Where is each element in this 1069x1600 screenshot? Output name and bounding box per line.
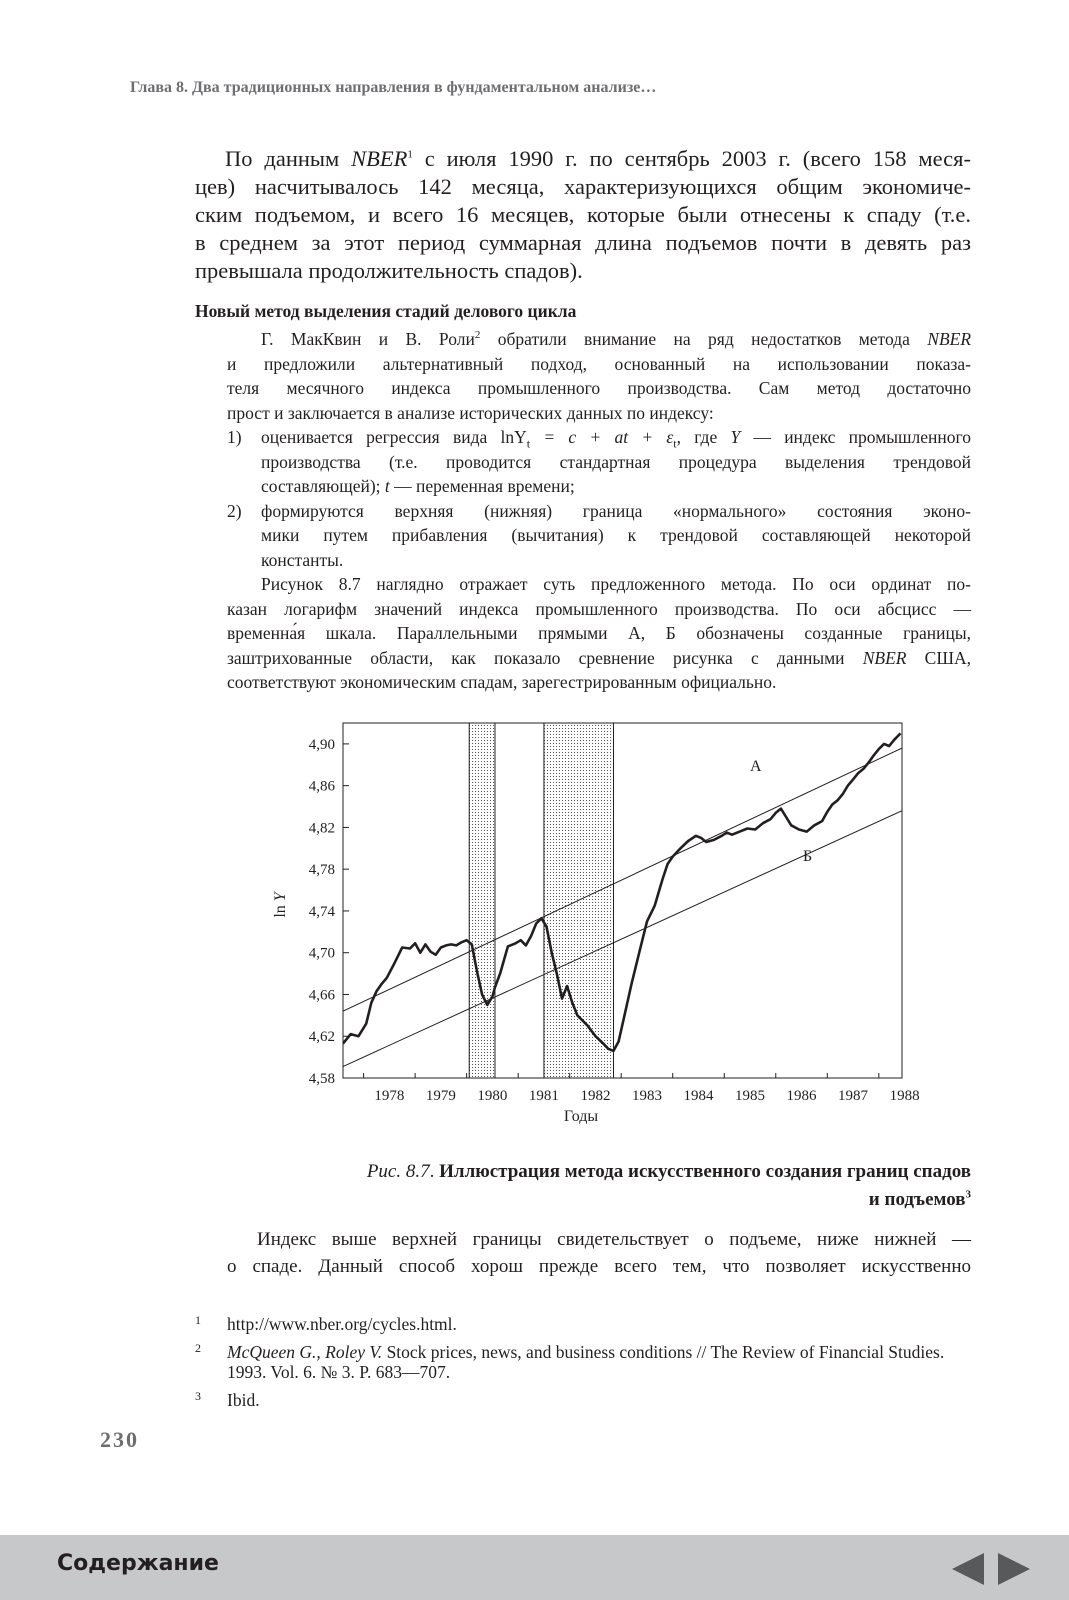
x-tick-label: 1988 <box>889 1088 920 1104</box>
paragraph-1-line: ским подъемом, и всего 16 месяцев, которые были отнесены к спаду (т.е. <box>195 202 971 227</box>
paragraph-4-line: о спаде. Данный способ хорош прежде всего тем, что позволяет искусственно <box>227 1256 971 1277</box>
running-head: Глава 8. Два традиционных направления в фундаментальном анализе… <box>130 79 657 96</box>
y-tick-label: 4,70 <box>308 945 335 962</box>
x-tick-label: 1986 <box>786 1088 817 1104</box>
x-tick-label: 1983 <box>631 1088 662 1104</box>
x-tick-label: 1982 <box>580 1088 611 1104</box>
footnote-2: 2 McQueen G., Roley V. Stock prices, news, and business conditions // The Review of Financial Studies. 1993. Vol. 6. № 3. P. 683—707. <box>195 1341 945 1382</box>
list-item-2: 2) формируются верхняя (нижняя) граница «нормального» состояния эконо- <box>227 500 971 521</box>
paragraph-3-line: Рисунок 8.7 наглядно отражает суть предложенного метода. По оси ординат по- <box>261 574 971 594</box>
page-number: 230 <box>100 1427 139 1452</box>
x-tick-label: 1985 <box>735 1088 766 1104</box>
paragraph-4-line: Индекс выше верхней границы свидетельствует о подъеме, ниже нижней — <box>257 1229 971 1250</box>
paragraph-3-line: казан логарифм значений индекса промышленного производства. По оси абсцисс — <box>227 598 971 619</box>
list-item-1-line: составляющей); t — переменная времени; <box>261 476 575 496</box>
section-title: Новый метод выделения стадий делового цикла <box>195 301 577 321</box>
figure-8-7 <box>270 715 920 1145</box>
x-tick-label: 1980 <box>477 1088 508 1104</box>
bottom-nav-bar <box>0 1535 1069 1600</box>
regression-formula: lnY$_t$ = c + at + $\varepsilon_t$ <box>500 427 677 451</box>
paragraph-2-line: и предложили альтернативный подход, основанный на использовании показа- <box>227 353 971 374</box>
y-axis-label-y: Y <box>272 892 289 902</box>
x-tick-label: 1984 <box>683 1088 714 1104</box>
boundary-label-b: Б <box>803 848 813 865</box>
paragraph-2-line: прост и заключается в анализе исторических данных по индексу: <box>227 402 714 423</box>
footnote-3: 3 Ibid. <box>195 1389 260 1410</box>
paragraph-1-line: По данным NBER$^1$ с июля 1990 г. по сентябрь 2003 г. (всего 158 меся- <box>225 146 971 171</box>
paragraph-1 <box>195 145 971 285</box>
recession-shading <box>469 723 495 1078</box>
list-item-1: 1) оценивается регрессия вида lnY$_t$ = c + at + $\varepsilon_t$, где Y — индекс промышленного <box>227 427 971 451</box>
y-tick-label: 4,66 <box>308 987 335 1004</box>
paragraph-1-line: в среднем за этот период суммарная длина подъемов почти в девять раз <box>195 230 971 255</box>
figure-caption <box>227 1158 971 1214</box>
list-item-2-line: константы. <box>261 549 344 570</box>
footnotes <box>195 1314 971 1418</box>
x-tick-label: 1981 <box>528 1088 559 1104</box>
y-tick-label: 4,58 <box>308 1071 335 1087</box>
x-tick-label: 1979 <box>425 1088 456 1104</box>
boundary-label-a: А <box>750 758 762 775</box>
y-tick-label: 4,62 <box>308 1029 335 1046</box>
y-tick-label: 4,74 <box>308 903 335 920</box>
footnote-link[interactable]: http://www.nber.org/cycles.html. <box>227 1314 457 1334</box>
y-tick-label: 4,90 <box>308 736 335 753</box>
figure-caption-line: Рис. 8.7. Иллюстрация метода искусственного создания границ спадов <box>366 1161 971 1182</box>
paragraph-3-line: временна́я шкала. Параллельными прямыми А, Б обозначены созданные границы, <box>227 623 971 643</box>
figure-caption-line: и подъемов$^3$ <box>868 1188 971 1210</box>
series-line <box>343 733 901 1051</box>
y-axis-label-ln: ln <box>272 901 289 918</box>
boundary-line-a <box>343 748 902 1011</box>
list-item-2-line: мики путем прибавления (вычитания) к трендовой составляющей некоторой <box>261 525 971 545</box>
x-axis-label: Годы <box>563 1108 599 1125</box>
footnote-1: 1 http://www.nber.org/cycles.html. <box>195 1313 457 1334</box>
next-page-arrow-icon[interactable] <box>998 1553 1030 1585</box>
y-axis-label <box>272 890 289 917</box>
paragraph-1-line: цев) насчитывалось 142 месяца, характеризующихся общим экономиче- <box>195 174 971 199</box>
y-tick-label: 4,86 <box>308 778 335 795</box>
y-tick-label: 4,82 <box>308 820 335 837</box>
table-of-contents-link[interactable]: Содержание <box>57 1551 219 1576</box>
paragraph-2-line: теля месячного индекса промышленного производства. Сам метод достаточно <box>227 378 971 398</box>
paragraph-3-line: соответствуют экономическим спадам, зарегестрированным официально. <box>227 672 777 692</box>
paragraph-4 <box>227 1226 971 1280</box>
paragraph-2-line: Г. МакКвин и В. Роли$^2$ обратили внимание на ряд недостатков метода NBER <box>261 329 972 349</box>
chart <box>270 715 920 1145</box>
list-item-1-line: производства (т.е. проводится стандартная процедура выделения трендовой <box>261 451 971 472</box>
paragraph-3-line: заштрихованные области, как показало сревнение рисунка с данными NBER США, <box>227 647 972 668</box>
x-tick-label: 1978 <box>374 1088 405 1104</box>
paragraph-1-line: превышала продолжительность спадов). <box>195 258 583 283</box>
body-text <box>227 327 971 695</box>
y-tick-label: 4,78 <box>308 862 335 879</box>
prev-page-arrow-icon[interactable] <box>952 1553 984 1585</box>
x-tick-label: 1987 <box>838 1088 869 1104</box>
